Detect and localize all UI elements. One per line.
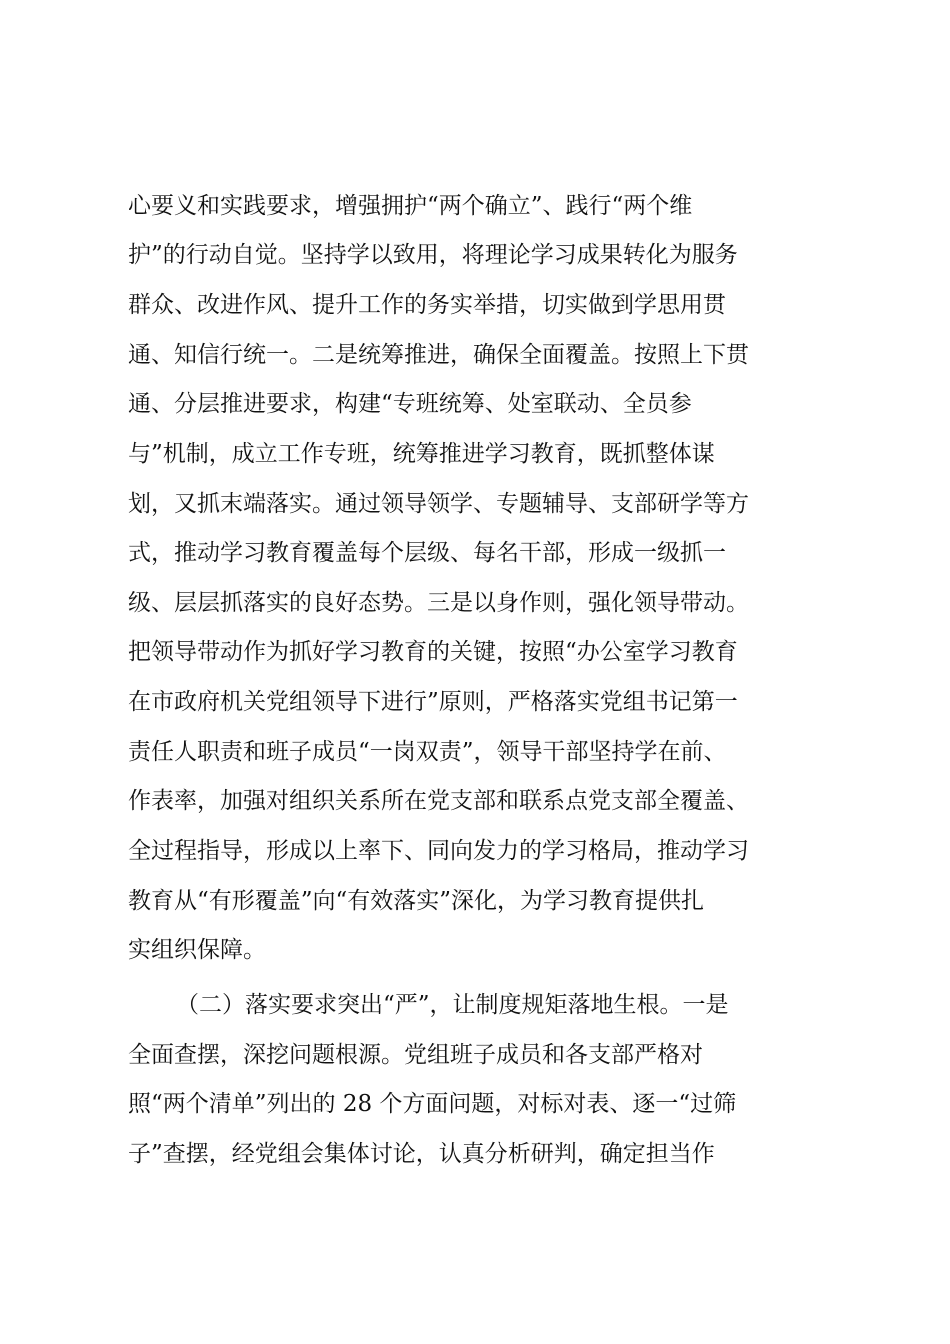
- text-line: 划，又抓末端落实。通过领导领学、专题辅导、支部研学等方: [128, 491, 749, 517]
- section-heading-line: （二）落实要求突出“严”，让制度规矩落地生根。一是: [176, 992, 729, 1018]
- text-line: 通、知信行统一。二是统筹推进，确保全面覆盖。按照上下贯: [128, 342, 749, 368]
- text-line: 把领导带动作为抓好学习教育的关键，按照“办公室学习教育: [128, 639, 738, 665]
- text-line: 级、层层抓落实的良好态势。三是以身作则，强化领导带动。: [128, 590, 749, 616]
- text-line: 通、分层推进要求，构建“专班统筹、处室联动、全员参: [128, 391, 692, 417]
- text-line: 实组织保障。: [128, 937, 266, 963]
- text-line: 责任人职责和班子成员“一岗双责”，领导干部坚持学在前、: [128, 739, 727, 765]
- text-line: 照“两个清单”列出的 28 个方面问题，对标对表、逐一“过筛: [128, 1091, 737, 1117]
- text-line: 心要义和实践要求，增强拥护“两个确立”、践行“两个维: [128, 193, 693, 219]
- text-line: 与”机制，成立工作专班，统筹推进学习教育，既抓整体谋: [128, 441, 715, 467]
- text-line: 全过程指导，形成以上率下、同向发力的学习格局，推动学习: [128, 838, 749, 864]
- text-line: 在市政府机关党组领导下进行”原则，严格落实党组书记第一: [128, 689, 738, 715]
- text-line: 教育从“有形覆盖”向“有效落实”深化，为学习教育提供扎: [128, 888, 705, 914]
- text-line: 全面查摆，深挖问题根源。党组班子成员和各支部严格对: [128, 1042, 703, 1068]
- text-line: 式，推动学习教育覆盖每个层级、每名干部，形成一级抓一: [128, 540, 726, 566]
- text-line: 群众、改进作风、提升工作的务实举措，切实做到学思用贯: [128, 292, 726, 318]
- text-line: 作表率，加强对组织关系所在党支部和联系点党支部全覆盖、: [128, 788, 749, 814]
- text-line: 子”查摆，经党组会集体讨论，认真分析研判，确定担当作: [128, 1141, 715, 1167]
- text-line: 护”的行动自觉。坚持学以致用，将理论学习成果转化为服务: [128, 242, 738, 268]
